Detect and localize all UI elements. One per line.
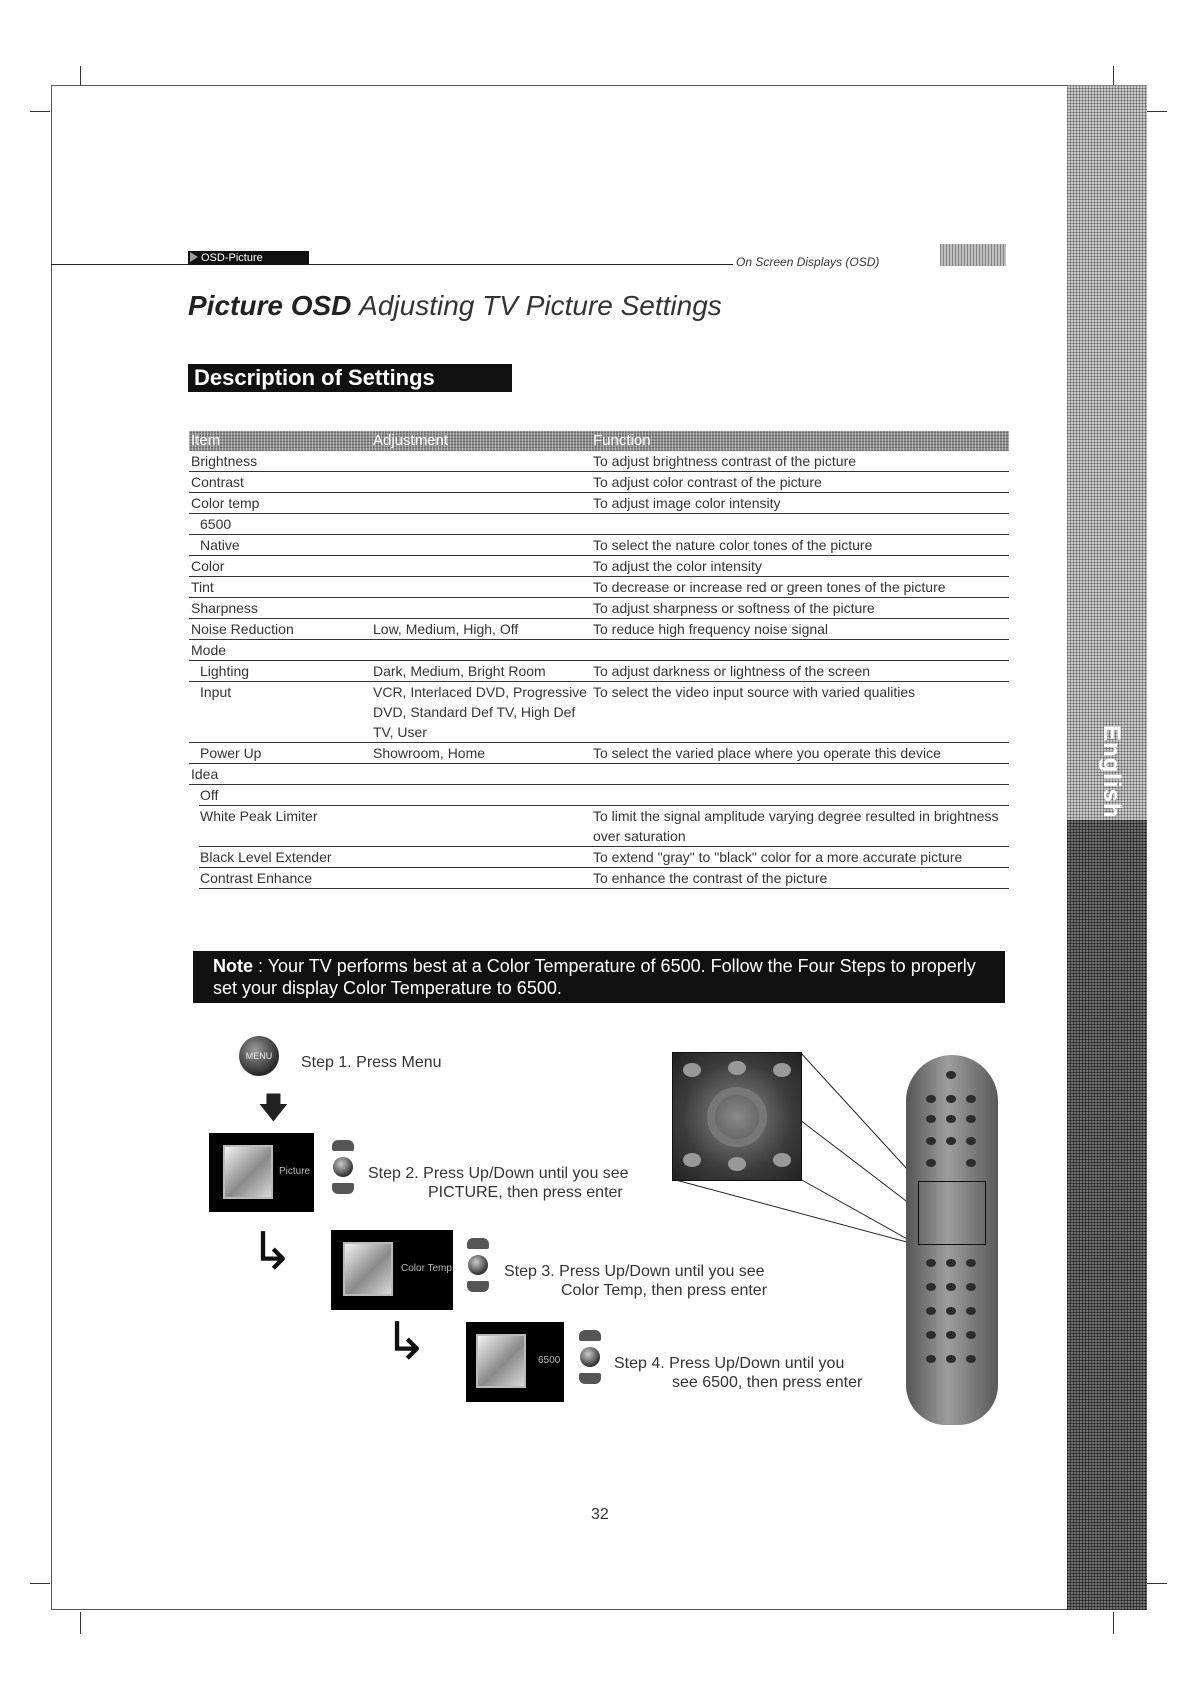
dpad-icon [577,1330,603,1384]
cell-function: To decrease or increase red or green tones of the picture [593,579,946,595]
table-row [189,472,1009,493]
osd-cube-icon [223,1145,273,1199]
remote-key [966,1259,976,1267]
cell-function: To extend "gray" to "black" color for a more accurate picture [593,849,963,865]
cell-item: Power Up [200,745,262,761]
cell-adjustment: Showroom, Home [373,745,486,761]
remote-key [926,1095,936,1103]
page-title [188,290,722,322]
remote-key [966,1159,976,1167]
cell-function [591,640,1009,660]
remote-key [946,1355,956,1363]
cell-function [591,514,1009,534]
remote-key [926,1137,936,1145]
cell-function [591,764,1009,784]
cell-adjustment [371,556,591,576]
remote-key [926,1159,936,1167]
section-heading: Description of Settings [188,364,512,392]
cell-function: To reduce high frequency noise signal [593,621,829,637]
osd-screen-color-temp [331,1230,453,1310]
crop-mark [80,1612,81,1634]
side-strip [1067,85,1147,1610]
cell-adjustment: Dark, Medium, Bright Room [373,663,546,679]
remote-key [773,1153,791,1167]
cell-function [591,785,1009,805]
column-header-function: Function [593,432,651,449]
cell-item: Color temp [191,495,260,511]
remote-key [966,1355,976,1363]
cell-item: Lighting [200,663,250,679]
remote-key [946,1115,956,1123]
remote-key [946,1137,956,1145]
header-chapter-title: On Screen Displays (OSD) [736,255,880,269]
remote-key [728,1157,746,1171]
cell-adjustment [371,472,591,492]
remote-key [966,1307,976,1315]
osd-screen-label: 6500 [538,1355,561,1366]
crop-mark [80,66,81,86]
crop-mark [30,1583,50,1584]
cell-function: To select the nature color tones of the picture [593,537,873,553]
table-row [189,493,1009,514]
remote-key [683,1153,701,1167]
cell-adjustment [371,785,591,805]
section-tag-label: OSD-Picture [201,252,263,264]
osd-screen-picture [209,1133,314,1212]
remote-key [966,1137,976,1145]
table-row [189,682,1009,743]
side-strip-dark [1067,820,1147,1610]
cell-adjustment [371,514,591,534]
dpad-icon [330,1140,356,1194]
remote-key [773,1063,791,1077]
osd-screen-label: Picture [279,1166,311,1177]
cell-adjustment: Low, Medium, High, Off [373,621,519,637]
osd-cube-icon [476,1334,526,1388]
cell-function: To adjust the color intensity [593,558,762,574]
cell-adjustment [371,577,591,597]
crop-mark [1147,111,1167,112]
cell-function: To adjust brightness contrast of the picture [593,453,857,469]
cell-adjustment [371,806,591,846]
table-row [189,640,1009,661]
osd-screen-label: Color Temp [401,1263,452,1274]
cell-item: Noise Reduction [191,621,294,637]
table-row [189,514,1009,535]
remote-key [946,1095,956,1103]
settings-table [189,431,1009,889]
osd-screen-6500 [466,1322,564,1402]
cell-item: Native [200,537,240,553]
step-3-line-2: Color Temp, then press enter [561,1282,768,1299]
remote-key [683,1063,701,1077]
table-row [189,556,1009,577]
remote-key [926,1331,936,1339]
remote-key [926,1355,936,1363]
step-3-line-1: Step 3. Press Up/Down until you see [504,1263,765,1280]
cell-function: To enhance the contrast of the picture [593,870,828,886]
table-row [189,535,1009,556]
page-title-bold: Picture OSD [188,290,352,321]
remote-key [966,1115,976,1123]
cell-function: To select the video input source with varied qualities [593,684,916,700]
table-row [189,764,1009,785]
step-4-text [614,1354,862,1392]
right-hook-arrow-icon: ↳ [384,1313,428,1371]
table-row [199,806,1009,847]
note-label: Note [213,956,253,976]
cell-adjustment [371,535,591,555]
step-2-text [368,1164,629,1202]
table-row [189,661,1009,682]
cell-item: Idea [191,766,219,782]
remote-dpad-zoom [672,1052,802,1181]
remote-key [946,1071,956,1079]
step-1-text: Step 1. Press Menu [301,1054,442,1071]
crop-mark [1113,66,1114,86]
step-4-line-2: see 6500, then press enter [672,1374,863,1391]
header-rule [51,264,733,265]
remote-key [926,1283,936,1291]
cell-adjustment [371,598,591,618]
cell-item: Off [200,787,219,803]
cell-adjustment [371,451,591,471]
cell-item: Input [200,684,232,700]
table-row [199,847,1009,868]
crop-mark [30,111,50,112]
language-tab: English [1098,725,1125,819]
cell-item: White Peak Limiter [200,808,318,824]
table-header [189,431,1009,451]
right-hook-arrow-icon: ↳ [250,1223,294,1281]
osd-cube-icon [343,1242,393,1296]
table-row [189,743,1009,764]
remote-key [926,1115,936,1123]
remote-key [946,1283,956,1291]
table-row [189,451,1009,472]
step-4-line-1: Step 4. Press Up/Down until you [614,1355,845,1372]
cell-item: Sharpness [191,600,258,616]
remote-dpad-highlight [918,1181,986,1245]
page-number: 32 [591,1506,609,1523]
play-arrow-icon [190,252,198,262]
cell-function: To limit the signal amplitude varying degree resulted in brightness over saturation [593,808,999,844]
cell-adjustment [371,847,591,867]
crop-mark [1113,1612,1114,1634]
remote-key [946,1307,956,1315]
step-2-line-2: PICTURE, then press enter [428,1184,623,1201]
column-header-adjustment: Adjustment [373,432,449,449]
note-box [193,951,1005,1003]
remote-key [946,1331,956,1339]
cell-item: Brightness [191,453,258,469]
table-row [189,598,1009,619]
remote-control-image [906,1055,998,1425]
section-tag [188,251,309,265]
table-row [189,619,1009,640]
cell-function: To adjust darkness or lightness of the screen [593,663,871,679]
menu-button-icon: MENU [239,1036,279,1076]
remote-key [926,1307,936,1315]
cell-item: Contrast Enhance [200,870,313,886]
page-title-light: Adjusting TV Picture Settings [359,290,722,321]
table-row [189,577,1009,598]
crop-mark [1147,1583,1167,1584]
remote-key [966,1283,976,1291]
table-row [199,785,1009,806]
step-2-line-1: Step 2. Press Up/Down until you see [368,1165,629,1182]
dpad-icon [465,1238,491,1292]
remote-key [728,1061,746,1075]
cell-function: To adjust color contrast of the picture [593,474,822,490]
remote-key [966,1095,976,1103]
cell-adjustment [371,764,591,784]
dpad-ring-icon [707,1087,767,1147]
step-3-text [504,1262,767,1300]
down-arrow-icon: 🡇 [258,1092,289,1125]
cell-function: To adjust image color intensity [593,495,781,511]
remote-key [966,1331,976,1339]
cell-adjustment [371,493,591,513]
cell-function: To adjust sharpness or softness of the picture [593,600,875,616]
cell-item: Contrast [191,474,244,490]
cell-item: 6500 [200,516,232,532]
cell-adjustment [371,868,591,888]
header-decoration [940,244,1006,266]
cell-function: To select the varied place where you operate this device [593,745,941,761]
table-row [199,868,1009,889]
cell-item: Mode [191,642,227,658]
cell-item: Tint [191,579,214,595]
remote-key [946,1259,956,1267]
cell-item: Black Level Extender [200,849,332,865]
column-header-item: Item [191,432,221,449]
remote-key [926,1259,936,1267]
note-text: : Your TV performs best at a Color Temperature of 6500. Follow the Four Steps to properly set your display Color Temperature to 6500. [213,956,976,998]
cell-item: Color [191,558,225,574]
cell-adjustment: VCR, Interlaced DVD, Progressive DVD, Standard Def TV, High Def TV, User [373,684,587,740]
cell-adjustment [371,640,591,660]
